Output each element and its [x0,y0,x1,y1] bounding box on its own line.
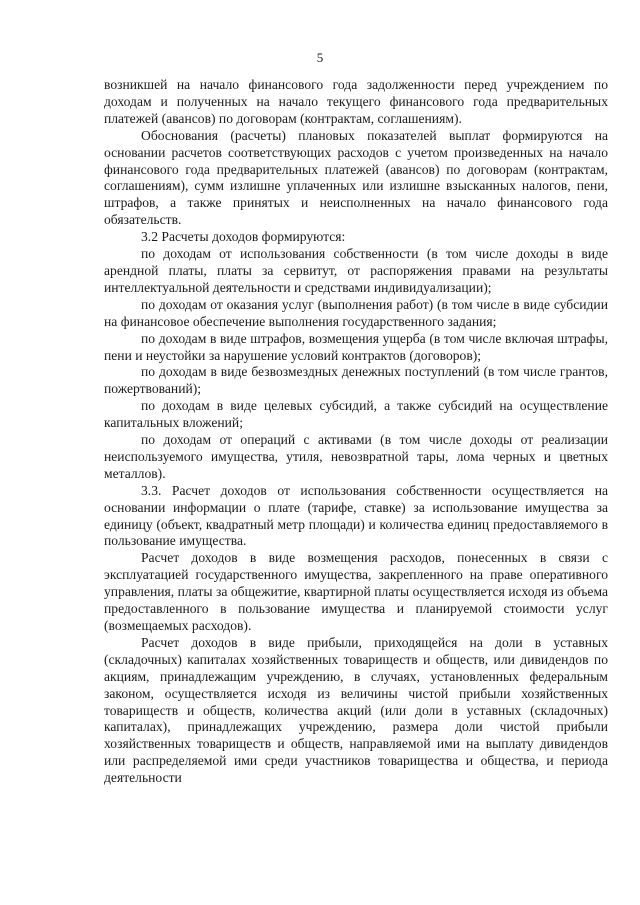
list-item-grants-income: по доходам в виде безвозмездных денежных поступлений (в том числе грантов, пожертвований); [104,364,608,397]
section-heading-3-2: 3.2 Расчеты доходов формируются: [141,229,346,245]
list-item-assets-income: по доходам от операций с активами (в том числе доходы от реализации неиспользуемого имущества, утиля, невозвратной тары, лома черных и цветных металлов). [104,432,608,481]
list-item-fines-income: по доходам в виде штрафов, возмещения ущерба (в том числе включая штрафы, пени и неустойки за нарушение условий контрактов (договоров); [104,330,608,363]
list-item-subsidies-income: по доходам в виде целевых субсидий, а также субсидий на осуществление капитальных вложений; [104,398,608,431]
paragraph-expense-reimbursement: Расчет доходов в виде возмещения расходов, понесенных в связи с эксплуатацией государственного имущества, закрепленного на праве оперативного управления, платы за общежитие, квартирной платы осуществляется исходя из объема предоставленного в пользование имущества и планируемой стоимости услуг (возмещаемых расходов). [104,550,608,633]
section-paragraph-3-3: 3.3. Расчет доходов от использования собственности осуществляется на основании информации о плате (тарифе, ставке) за использование имущества за единицу (объект, квадратный метр площади) и количества единиц предоставляемого в пользование имущества. [104,482,608,549]
document-body [104,77,608,787]
paragraph-continuation: возникшей на начало финансового года задолженности перед учреждением по доходам и полученных на начало текущего финансового года предварительных платежей (авансов) по договорам (контрактам, соглашениям). [104,77,608,126]
list-item-services-income: по доходам от оказания услуг (выполнения работ) (в том числе в виде субсидии на финансовое обеспечение выполнения государственного задания; [104,296,608,329]
paragraph-payments-justification: Обоснования (расчеты) плановых показателей выплат формируются на основании расчетов соответствующих расходов с учетом произведенных на начало финансового года предварительных платежей (авансов) по договорам (контрактам, соглашениям), сумм излишне уплаченных или излишне взысканных налогов, пени, штрафов, а также принятых и неисполненных на начало финансового года обязательств. [104,127,608,228]
page-number: 5 [316,50,324,65]
list-item-property-income: по доходам от использования собственности (в том числе доходы в виде арендной платы, платы за сервитут, от распоряжения правами на результаты интеллектуальной деятельности и средствами индивидуализации); [104,246,608,295]
paragraph-profit-dividends: Расчет доходов в виде прибыли, приходящейся на доли в уставных (складочных) капиталах хозяйственных товариществ и обществ, или дивидендов по акциям, принадлежащим учреждению, в случаях, установленных федеральным законом, осуществляется исходя из величины чистой прибыли хозяйственных товариществ и обществ, количества акций (или доли в уставных (складочных) капиталах), принадлежащих учреждению, размера доли чистой прибыли хозяйственных товариществ и обществ, направляемой ими на выплату дивидендов или распределяемой ими среди участников товарищества и общества, и периода деятельности [104,634,608,786]
